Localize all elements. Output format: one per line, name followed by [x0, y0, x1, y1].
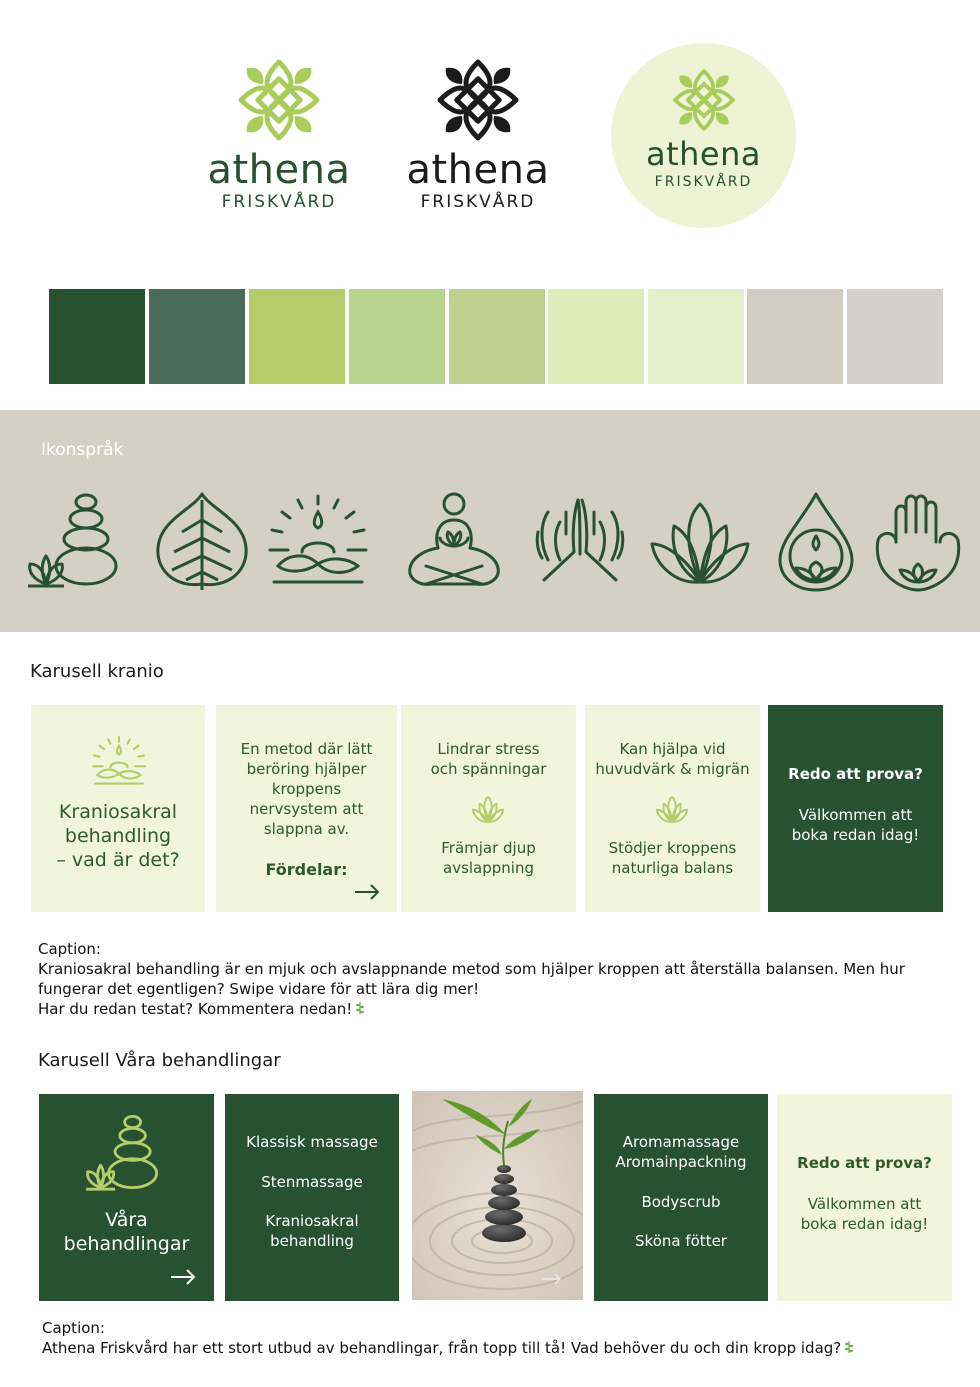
card-title-line: – vad är det?	[56, 849, 180, 871]
card-title-line: behandlingar	[63, 1233, 190, 1255]
color-swatch	[648, 289, 744, 384]
card-text-line: avslappning	[443, 859, 534, 877]
card-text-line: boka redan idag!	[791, 826, 920, 844]
flower-logo-mark-icon	[237, 58, 321, 142]
leaf-icon	[152, 492, 252, 592]
logo-subtitle: FRISKVÅRD	[221, 192, 337, 212]
card-text-line: Välkommen att	[798, 806, 913, 824]
caption-label: Caption:	[42, 1319, 105, 1337]
card-text-line: Klassisk massage	[246, 1133, 378, 1151]
sunrise-meditation-icon	[92, 735, 146, 789]
kranio-card-1	[31, 705, 205, 912]
logo-subtitle: FRISKVÅRD	[420, 192, 536, 212]
caption-label: Caption:	[38, 940, 101, 958]
card-text-line: Bodyscrub	[641, 1193, 721, 1211]
color-swatch	[548, 289, 644, 384]
card-text-line: En metod där lätt	[240, 740, 373, 758]
card-text-line: Stödjer kroppens	[608, 839, 737, 857]
caption-line-text: Har du redan testat? Kommentera nedan!	[38, 1000, 353, 1018]
card-text-line: Stenmassage	[261, 1173, 363, 1191]
logo-subtitle: FRISKVÅRD	[654, 174, 753, 190]
card-bold-label: Fördelar:	[265, 860, 348, 879]
lotus-icon	[650, 492, 750, 592]
card-text-line: Aromainpackning	[615, 1153, 747, 1171]
card-title-line: Våra	[105, 1209, 148, 1231]
card-text-line: Aromamassage	[622, 1133, 740, 1151]
card-text-line: behandling	[270, 1232, 354, 1250]
card-text-line: Lindrar stress	[437, 740, 540, 758]
behandlingar-section-title: Karusell Våra behandlingar	[38, 1050, 281, 1071]
logo-green	[200, 58, 358, 212]
card-bold-label: Redo att prova?	[797, 1154, 932, 1172]
yoga-figure-icon	[404, 492, 504, 592]
card-text-line: Kan hjälpa vid	[619, 740, 726, 758]
color-palette	[49, 289, 943, 384]
herb-emoji-icon	[844, 1340, 854, 1354]
caption-line: Kraniosakral behandling är en mjuk och avslappnande metod som hjälper kroppen att återställa balansen. Men hur	[38, 960, 905, 978]
behandlingar-caption	[42, 1318, 942, 1358]
kranio-card-2	[216, 705, 397, 912]
color-swatch	[847, 289, 943, 384]
zen-stones-photo	[412, 1091, 583, 1300]
behandlingar-card-1	[39, 1094, 214, 1301]
behandlingar-card-4	[594, 1094, 768, 1301]
icon-section-title: Ikonspråk	[41, 440, 124, 460]
arrow-right-icon	[169, 1268, 197, 1286]
card-text-line: huvudvärk & migrän	[595, 760, 750, 778]
praying-hands-icon	[530, 492, 630, 592]
color-swatch	[49, 289, 145, 384]
card-text-line: naturliga balans	[611, 859, 734, 877]
logo-wordmark: athena	[406, 147, 550, 193]
logo-black	[399, 58, 557, 212]
herb-emoji-icon	[355, 1001, 365, 1015]
drop-lotus-icon	[766, 492, 866, 592]
lotus-icon	[653, 793, 691, 825]
card-text-line: Främjar djup	[441, 839, 536, 857]
color-swatch	[149, 289, 245, 384]
behandlingar-card-2	[225, 1094, 399, 1301]
logo-wordmark: athena	[645, 135, 761, 173]
color-swatch	[449, 289, 545, 384]
caption-line: fungerar det egentligen? Swipe vidare för att lära dig mer!	[38, 980, 480, 998]
kranio-card-3	[401, 705, 576, 912]
card-text-line: nervsystem att	[249, 800, 364, 818]
hamsa-hand-icon	[868, 492, 968, 592]
card-text-line: Kraniosakral	[265, 1212, 359, 1230]
caption-line-with-emoji	[42, 1338, 942, 1358]
kranio-card-5	[768, 705, 943, 912]
logo-circle	[631, 68, 776, 192]
color-swatch	[249, 289, 345, 384]
card-title-line: behandling	[64, 825, 172, 847]
sunrise-meditation-icon	[268, 492, 368, 592]
card-text-line: och spänningar	[430, 760, 547, 778]
flower-logo-mark-icon	[672, 68, 736, 132]
stacked-stones-icon	[24, 492, 124, 592]
behandlingar-card-5	[777, 1094, 952, 1301]
color-swatch	[747, 289, 843, 384]
card-bold-label: Redo att prova?	[788, 765, 923, 783]
flower-logo-mark-icon	[436, 58, 520, 142]
card-text-line: slappna av.	[263, 820, 350, 838]
card-text-line: beröring hjälper	[246, 760, 367, 778]
lotus-icon	[469, 793, 507, 825]
logo-wordmark: athena	[207, 147, 351, 193]
kranio-caption	[38, 939, 938, 1019]
kranio-section-title: Karusell kranio	[30, 661, 164, 682]
card-title-line: Kraniosakral	[58, 801, 178, 823]
caption-line-with-emoji	[38, 999, 938, 1019]
arrow-right-icon	[353, 883, 381, 901]
card-text-line: Sköna fötter	[635, 1232, 727, 1250]
kranio-card-4	[585, 705, 760, 912]
stacked-stones-icon	[83, 1114, 163, 1194]
caption-line-text: Athena Friskvård har ett stort utbud av behandlingar, från topp till tå! Vad behöver du och din kropp idag?	[42, 1339, 842, 1357]
color-swatch	[349, 289, 445, 384]
card-text-line: Välkommen att	[807, 1195, 922, 1213]
card-text-line: boka redan idag!	[800, 1215, 929, 1233]
card-text-line: kroppens	[271, 780, 342, 798]
